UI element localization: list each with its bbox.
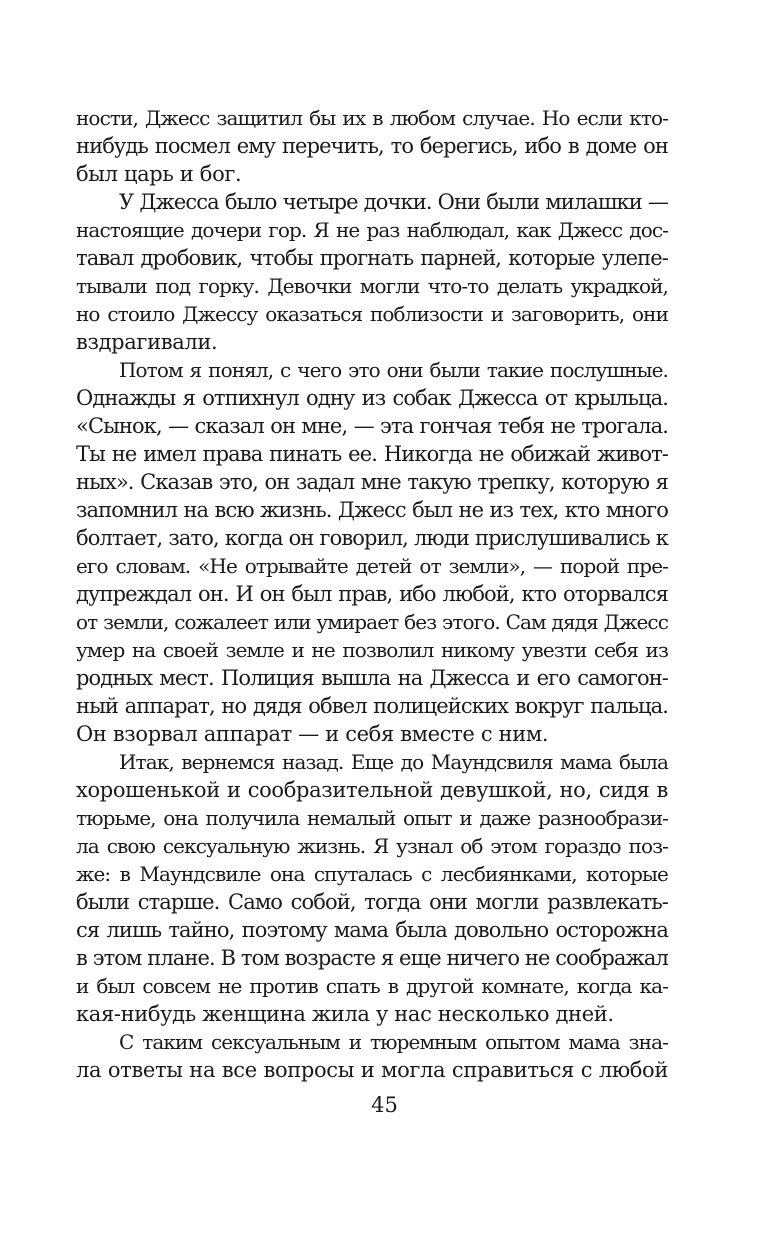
body-text (76, 101, 668, 1101)
text-line: ных». Сказав это, он задал мне такую трепку, которую я (76, 470, 668, 494)
text-line: тюрьме, она получила немалый опыт и даже разнообрази- (76, 806, 668, 830)
text-line: ла свою сексуальную жизнь. Я узнал об этом гораздо поз- (76, 834, 668, 858)
text-line: дупреждал он. И он был прав, ибо любой, кто оторвался (76, 582, 668, 606)
text-line: но стоило Джессу оказаться поблизости и заговорить, они (76, 302, 668, 326)
text-line: С таким сексуальным и тюремным опытом мама зна- (119, 1030, 668, 1054)
text-line: У Джесса было четыре дочки. Они были милашки — (119, 190, 668, 214)
text-line: от земли, сожалеет или умирает без этого. Сам дядя Джесс (76, 610, 668, 634)
text-line: ности, Джесс защитил бы их в любом случае. Но если кто- (76, 106, 668, 130)
text-line: тывали под горку. Девочки могли что-то делать украдкой, (76, 274, 668, 298)
text-line: и был совсем не против спать в другой комнате, когда ка- (76, 974, 668, 998)
text-line: Однажды я отпихнул одну из собак Джесса от крыльца. (76, 386, 668, 410)
text-line: были старше. Само собой, тогда они могли развлекать- (76, 890, 668, 914)
text-line: в этом плане. В том возрасте я еще ничего не соображал (76, 946, 668, 970)
text-line: нибудь посмел ему перечить, то берегись, ибо в доме он (76, 134, 668, 158)
text-line: Ты не имел права пинать ее. Никогда не обижай живот- (76, 442, 668, 466)
text-line: тавал дробовик, чтобы прогнать парней, которые улепе- (76, 246, 668, 270)
text-line: «Сынок, — сказал он мне, — эта гончая тебя не трогала. (76, 414, 668, 438)
text-line: родных мест. Полиция вышла на Джесса и его самогон- (76, 666, 668, 690)
text-line: ся лишь тайно, поэтому мама была довольно осторожна (76, 918, 668, 942)
text-line: болтает, зато, когда он говорил, люди прислушивались к (76, 526, 668, 550)
text-line: умер на своей земле и не позволил никому увезти себя из (76, 638, 668, 662)
text-line: же: в Маундсвиле она спуталась с лесбиянками, которые (76, 862, 668, 886)
text-line: Он взорвал аппарат — и себя вместе с ним. (76, 722, 549, 746)
text-line: запомнил на всю жизнь. Джесс был не из тех, кто много (76, 498, 668, 522)
text-line: был царь и бог. (76, 162, 242, 186)
text-line: хорошенькой и сообразительной девушкой, но, сидя в (76, 778, 668, 802)
text-line: настоящие дочери гор. Я не раз наблюдал, как Джесс дос- (76, 218, 668, 242)
text-line: кая-нибудь женщина жила у нас несколько дней. (76, 1002, 614, 1026)
text-line: вздрагивали. (76, 330, 218, 354)
text-line: его словам. «Не отрывайте детей от земли», — порой пре- (76, 554, 668, 578)
text-line: Итак, вернемся назад. Еще до Маундсвиля мама была (119, 750, 668, 774)
text-line: ный аппарат, но дядя обвел полицейских вокруг пальца. (76, 694, 668, 718)
text-line: Потом я понял, с чего это они были такие послушные. (119, 358, 668, 382)
text-line: ла ответы на все вопросы и могла справиться с любой (76, 1058, 668, 1082)
page-number: 45 (371, 1093, 398, 1117)
